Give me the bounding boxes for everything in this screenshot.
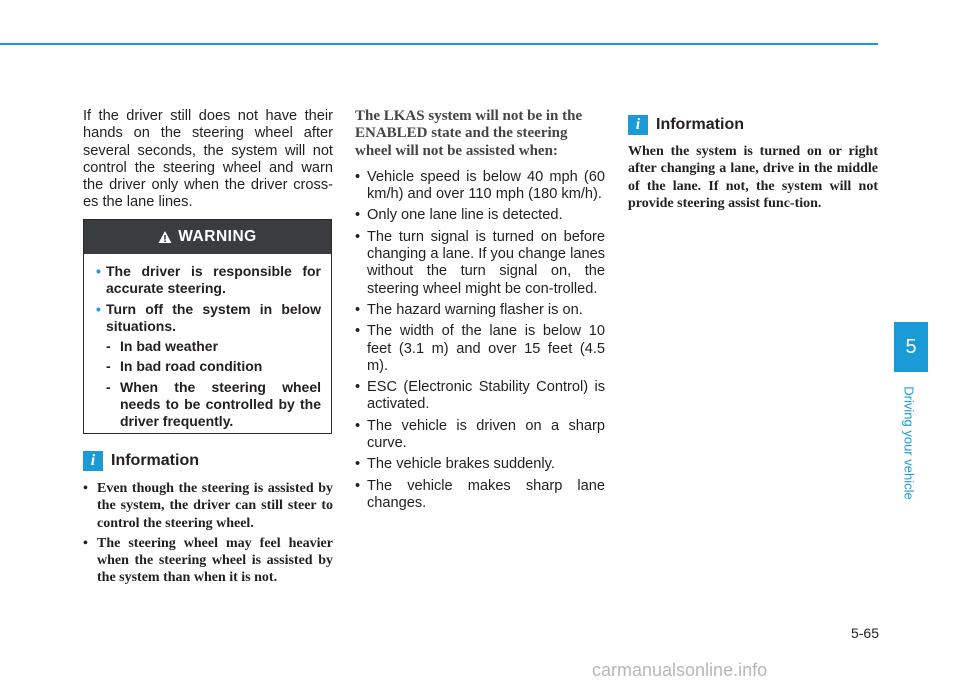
bullet: • — [355, 207, 361, 224]
warning-sub-item-text: When the steering wheel needs to be controlled by the driver frequently. — [120, 378, 321, 430]
section-heading: The LKAS system will not be in the ENABLED state and the steering wheel will not be assisted when: — [355, 108, 583, 159]
bullet: • — [355, 301, 361, 318]
warning-item-text: Turn off the system in below situations. — [106, 300, 321, 334]
list-item-text: The vehicle is driven on a sharp curve. — [367, 417, 605, 452]
warning-sub-item — [106, 338, 321, 355]
bullet: • — [355, 417, 361, 434]
warning-triangle-icon — [158, 230, 172, 244]
warning-header — [84, 220, 331, 254]
list-item-text: Even though the steering is assisted by the system, the driver can still steer to control the steering wheel. — [97, 481, 333, 531]
list-item — [355, 207, 605, 224]
bullet: • — [355, 323, 361, 340]
list-item — [355, 169, 605, 204]
warning-sub-item — [106, 358, 321, 375]
information-header — [83, 451, 333, 471]
information-box-1 — [83, 451, 333, 590]
information-list — [83, 480, 333, 587]
list-item — [83, 535, 333, 587]
list-item-text: The vehicle makes sharp lane changes. — [367, 477, 605, 511]
list-item-text: Only one lane line is detected. — [367, 207, 563, 224]
bullet: • — [83, 535, 88, 551]
list-item-text: The vehicle brakes suddenly. — [367, 456, 555, 473]
top-rule — [0, 43, 878, 45]
bullet: • — [96, 300, 101, 317]
list-item — [355, 478, 605, 513]
dash: - — [106, 358, 111, 375]
chapter-label — [897, 388, 921, 498]
chapter-label-text: Driving your vehicle — [901, 386, 917, 500]
bullet: • — [355, 477, 361, 494]
information-header — [628, 115, 878, 135]
bullet: • — [355, 168, 361, 185]
list-item — [355, 456, 605, 473]
column-2 — [355, 108, 605, 516]
info-icon: i — [628, 115, 648, 135]
bullet: • — [96, 263, 101, 279]
list-item-text: The hazard warning flasher is on. — [367, 301, 583, 318]
information-title: Information — [656, 116, 744, 133]
warning-item — [96, 263, 321, 298]
intro-paragraph: If the driver still does not have their hands on the steering wheel after several seconds, the system will not control the steering wheel and warn the driver only when the driver cross-es the lane lines. — [83, 108, 333, 211]
dash: - — [106, 338, 111, 355]
warning-title: WARNING — [178, 228, 257, 245]
page-number: 5-65 — [850, 625, 879, 641]
warning-box — [83, 219, 332, 434]
warning-sub-item — [106, 379, 321, 431]
list-item — [355, 302, 605, 319]
list-item-text: Vehicle speed is below 40 mph (60 km/h) and over 110 mph (180 km/h). — [367, 168, 605, 203]
condition-list — [355, 169, 605, 512]
dash: - — [106, 378, 111, 395]
information-text: When the system is turned on or right after changing a lane, drive in the middle of the lane. If not, the system will not provide steering assist func-tion. — [628, 144, 878, 211]
bullet: • — [355, 379, 361, 396]
bullet: • — [83, 481, 88, 496]
list-item-text: ESC (Electronic Stability Control) is activated. — [367, 379, 605, 413]
list-item-text: The width of the lane is below 10 feet (3.1 m) and over 15 feet (4.5 m). — [367, 323, 605, 374]
bullet: • — [355, 228, 361, 245]
list-item — [83, 480, 333, 532]
warning-sub-item-text: In bad road condition — [120, 358, 263, 375]
list-item — [355, 379, 605, 414]
list-item — [355, 323, 605, 375]
info-icon: i — [83, 451, 103, 471]
watermark: carmanualsonline.info — [592, 660, 768, 680]
list-item-text: The turn signal is turned on before changing a lane. If you change lanes without the turn signal on, the steering wheel might be con-trolled. — [367, 228, 605, 297]
information-title: Information — [111, 452, 199, 469]
column-3 — [628, 115, 878, 212]
warning-body — [84, 254, 331, 431]
list-item — [355, 418, 605, 453]
column-1 — [83, 108, 333, 212]
list-item — [355, 229, 605, 298]
warning-item-text: The driver is responsible for accurate steering. — [106, 263, 321, 297]
bullet: • — [355, 456, 361, 473]
warning-sub-item-text: In bad weather — [120, 338, 219, 355]
chapter-tab: 5 — [894, 322, 928, 372]
list-item-text: The steering wheel may feel heavier when the steering wheel is assisted by the system than when it is not. — [97, 535, 333, 586]
warning-item — [96, 301, 321, 336]
